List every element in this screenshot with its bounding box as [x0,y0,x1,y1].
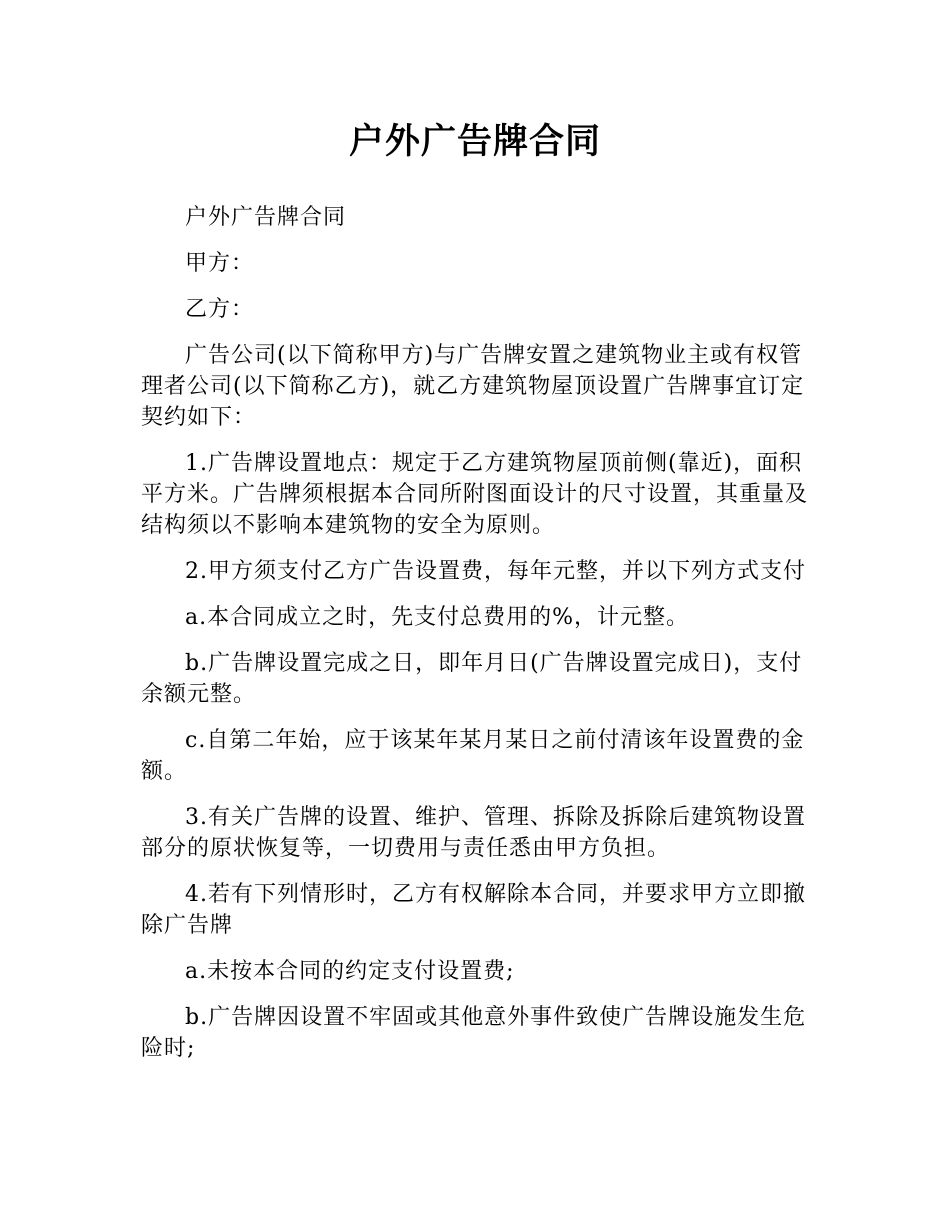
document-title: 户外广告牌合同 [348,122,601,162]
paragraph: c.自第二年始，应于该某年某月某日之前付清该年设置费的金额。 [141,728,805,784]
document-body [141,202,813,1079]
paragraph: a.本合同成立之时，先支付总费用的%，计元整。 [185,605,690,630]
paragraph: 2.甲方须支付乙方广告设置费，每年元整，并以下列方式支付 [185,559,806,584]
paragraph: b.广告牌因设置不牢固或其他意外事件致使广告牌设施发生危险时; [141,1005,807,1061]
paragraph: 广告公司(以下简称甲方)与广告牌安置之建筑物业主或有权管理者公司(以下简称乙方)，就乙方建筑物屋顶设置广告牌事宜订定契约如下： [141,343,805,430]
paragraph: 1.广告牌设置地点：规定于乙方建筑物屋顶前侧(靠近)，面积平方米。广告牌须根据本合同所附图面设计的尺寸设置，其重量及结构须以不影响本建筑物的安全为原则。 [141,451,809,538]
paragraph: 户外广告牌合同 [185,205,347,230]
paragraph: 甲方： [185,251,255,276]
paragraph: 乙方： [185,297,255,322]
paragraph: 3.有关广告牌的设置、维护、管理、拆除及拆除后建筑物设置部分的原状恢复等，一切费用与责任悉由甲方负担。 [141,805,806,861]
paragraph: a.未按本合同的约定支付设置费; [185,959,515,984]
paragraph: 4.若有下列情形时，乙方有权解除本合同，并要求甲方立即撤除广告牌 [141,882,806,938]
paragraph: b.广告牌设置完成之日，即年月日(广告牌设置完成日)，支付余额元整。 [141,651,803,707]
